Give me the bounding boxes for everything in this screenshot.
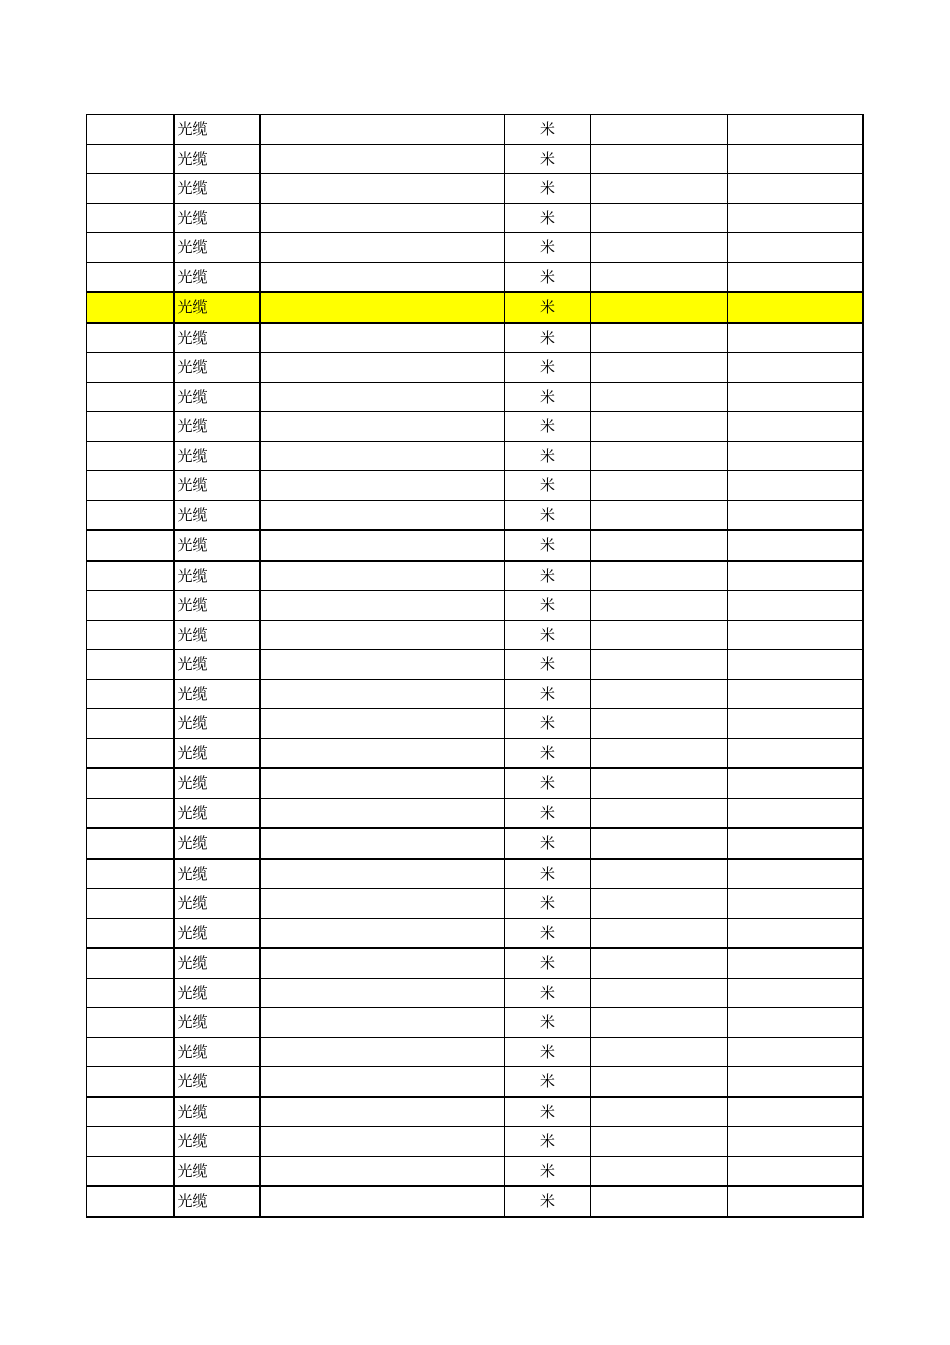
cell-unit[interactable]: 米 bbox=[505, 323, 591, 353]
cell-id[interactable] bbox=[87, 738, 174, 768]
cell-unit[interactable]: 米 bbox=[505, 144, 591, 174]
cell-id[interactable] bbox=[87, 412, 174, 442]
cell-id[interactable] bbox=[87, 1008, 174, 1038]
cell-id[interactable] bbox=[87, 441, 174, 471]
cell-remark[interactable] bbox=[728, 948, 863, 978]
cell-quantity[interactable] bbox=[591, 323, 728, 353]
cell-remark[interactable] bbox=[728, 798, 863, 828]
cell-remark[interactable] bbox=[728, 1097, 863, 1127]
cell-unit[interactable]: 米 bbox=[505, 441, 591, 471]
cell-unit[interactable]: 米 bbox=[505, 1127, 591, 1157]
cell-quantity[interactable] bbox=[591, 918, 728, 948]
table-row bbox=[87, 798, 863, 828]
cell-remark[interactable] bbox=[728, 174, 863, 204]
cell-quantity[interactable] bbox=[591, 738, 728, 768]
table-row bbox=[87, 292, 863, 323]
cell-id[interactable] bbox=[87, 620, 174, 650]
table-row bbox=[87, 650, 863, 680]
cell-unit[interactable]: 米 bbox=[505, 262, 591, 292]
cell-item-name[interactable]: 光缆 bbox=[174, 292, 260, 323]
cell-item-name[interactable]: 光缆 bbox=[174, 978, 260, 1008]
cell-unit[interactable]: 米 bbox=[505, 709, 591, 739]
table-row bbox=[87, 203, 863, 233]
cell-item-name[interactable]: 光缆 bbox=[174, 948, 260, 978]
table-row bbox=[87, 412, 863, 442]
cell-spec[interactable] bbox=[260, 828, 505, 859]
cell-id[interactable] bbox=[87, 1067, 174, 1097]
cell-spec[interactable] bbox=[260, 1008, 505, 1038]
cell-remark[interactable] bbox=[728, 1067, 863, 1097]
cell-id[interactable] bbox=[87, 591, 174, 621]
cell-spec[interactable] bbox=[260, 1097, 505, 1127]
cell-id[interactable] bbox=[87, 144, 174, 174]
cell-remark[interactable] bbox=[728, 561, 863, 591]
cell-remark[interactable] bbox=[728, 292, 863, 323]
cell-item-name[interactable]: 光缆 bbox=[174, 859, 260, 889]
cell-spec[interactable] bbox=[260, 798, 505, 828]
cell-spec[interactable] bbox=[260, 412, 505, 442]
table-row bbox=[87, 233, 863, 263]
cell-quantity[interactable] bbox=[591, 262, 728, 292]
cell-remark[interactable] bbox=[728, 859, 863, 889]
cell-unit[interactable]: 米 bbox=[505, 798, 591, 828]
spreadsheet-table bbox=[86, 114, 864, 1218]
cell-quantity[interactable] bbox=[591, 620, 728, 650]
cell-item-name[interactable]: 光缆 bbox=[174, 1097, 260, 1127]
cell-remark[interactable] bbox=[728, 203, 863, 233]
cell-id[interactable] bbox=[87, 768, 174, 798]
cell-spec[interactable] bbox=[260, 233, 505, 263]
cell-remark[interactable] bbox=[728, 233, 863, 263]
cell-spec[interactable] bbox=[260, 1156, 505, 1186]
table-body bbox=[87, 115, 863, 1217]
cell-item-name[interactable]: 光缆 bbox=[174, 174, 260, 204]
cell-item-name[interactable]: 光缆 bbox=[174, 382, 260, 412]
table-row bbox=[87, 323, 863, 353]
cell-id[interactable] bbox=[87, 500, 174, 530]
table-row bbox=[87, 859, 863, 889]
table-row bbox=[87, 500, 863, 530]
cell-spec[interactable] bbox=[260, 353, 505, 383]
cell-unit[interactable]: 米 bbox=[505, 530, 591, 561]
table-row bbox=[87, 591, 863, 621]
cell-remark[interactable] bbox=[728, 768, 863, 798]
cell-item-name[interactable]: 光缆 bbox=[174, 353, 260, 383]
cell-quantity[interactable] bbox=[591, 203, 728, 233]
cell-unit[interactable]: 米 bbox=[505, 918, 591, 948]
cell-unit[interactable]: 米 bbox=[505, 1037, 591, 1067]
cell-item-name[interactable]: 光缆 bbox=[174, 620, 260, 650]
cell-quantity[interactable] bbox=[591, 889, 728, 919]
cell-item-name[interactable]: 光缆 bbox=[174, 1008, 260, 1038]
table-row bbox=[87, 889, 863, 919]
cell-quantity[interactable] bbox=[591, 471, 728, 501]
cell-spec[interactable] bbox=[260, 382, 505, 412]
table-row bbox=[87, 382, 863, 412]
cell-unit[interactable]: 米 bbox=[505, 203, 591, 233]
cell-quantity[interactable] bbox=[591, 948, 728, 978]
cell-item-name[interactable]: 光缆 bbox=[174, 738, 260, 768]
table-row bbox=[87, 709, 863, 739]
cell-remark[interactable] bbox=[728, 115, 863, 145]
cell-remark[interactable] bbox=[728, 620, 863, 650]
cell-remark[interactable] bbox=[728, 679, 863, 709]
cell-item-name[interactable]: 光缆 bbox=[174, 709, 260, 739]
cell-quantity[interactable] bbox=[591, 1186, 728, 1217]
cell-quantity[interactable] bbox=[591, 859, 728, 889]
cell-remark[interactable] bbox=[728, 382, 863, 412]
table-row bbox=[87, 262, 863, 292]
cell-remark[interactable] bbox=[728, 591, 863, 621]
cell-item-name[interactable]: 光缆 bbox=[174, 441, 260, 471]
cell-spec[interactable] bbox=[260, 262, 505, 292]
cell-item-name[interactable]: 光缆 bbox=[174, 1127, 260, 1157]
cell-remark[interactable] bbox=[728, 918, 863, 948]
cell-id[interactable] bbox=[87, 948, 174, 978]
cell-unit[interactable]: 米 bbox=[505, 889, 591, 919]
cell-spec[interactable] bbox=[260, 1037, 505, 1067]
cell-unit[interactable]: 米 bbox=[505, 561, 591, 591]
cell-unit[interactable]: 米 bbox=[505, 233, 591, 263]
cell-unit[interactable]: 米 bbox=[505, 382, 591, 412]
table-row bbox=[87, 918, 863, 948]
cell-id[interactable] bbox=[87, 889, 174, 919]
table-row bbox=[87, 115, 863, 145]
cell-quantity[interactable] bbox=[591, 978, 728, 1008]
cell-quantity[interactable] bbox=[591, 382, 728, 412]
cell-id[interactable] bbox=[87, 203, 174, 233]
cell-unit[interactable]: 米 bbox=[505, 948, 591, 978]
cell-spec[interactable] bbox=[260, 203, 505, 233]
cell-id[interactable] bbox=[87, 174, 174, 204]
cell-quantity[interactable] bbox=[591, 1156, 728, 1186]
cell-item-name[interactable]: 光缆 bbox=[174, 828, 260, 859]
cell-spec[interactable] bbox=[260, 768, 505, 798]
cell-item-name[interactable]: 光缆 bbox=[174, 1067, 260, 1097]
cell-id[interactable] bbox=[87, 859, 174, 889]
cell-quantity[interactable] bbox=[591, 591, 728, 621]
cell-unit[interactable]: 米 bbox=[505, 620, 591, 650]
cell-item-name[interactable]: 光缆 bbox=[174, 679, 260, 709]
cell-quantity[interactable] bbox=[591, 828, 728, 859]
cell-unit[interactable]: 米 bbox=[505, 1186, 591, 1217]
cell-quantity[interactable] bbox=[591, 650, 728, 680]
cell-unit[interactable]: 米 bbox=[505, 828, 591, 859]
cell-id[interactable] bbox=[87, 798, 174, 828]
cell-item-name[interactable]: 光缆 bbox=[174, 203, 260, 233]
cell-unit[interactable]: 米 bbox=[505, 292, 591, 323]
cell-remark[interactable] bbox=[728, 1156, 863, 1186]
table-row bbox=[87, 828, 863, 859]
cell-unit[interactable]: 米 bbox=[505, 1067, 591, 1097]
cell-id[interactable] bbox=[87, 561, 174, 591]
cell-unit[interactable]: 米 bbox=[505, 650, 591, 680]
cell-item-name[interactable]: 光缆 bbox=[174, 918, 260, 948]
cell-spec[interactable] bbox=[260, 889, 505, 919]
cell-spec[interactable] bbox=[260, 471, 505, 501]
cell-unit[interactable]: 米 bbox=[505, 353, 591, 383]
cell-remark[interactable] bbox=[728, 1127, 863, 1157]
cell-quantity[interactable] bbox=[591, 144, 728, 174]
cell-quantity[interactable] bbox=[591, 292, 728, 323]
cell-item-name[interactable]: 光缆 bbox=[174, 650, 260, 680]
cell-id[interactable] bbox=[87, 1186, 174, 1217]
cell-unit[interactable]: 米 bbox=[505, 978, 591, 1008]
cell-remark[interactable] bbox=[728, 738, 863, 768]
cell-unit[interactable]: 米 bbox=[505, 738, 591, 768]
cell-remark[interactable] bbox=[728, 650, 863, 680]
cell-spec[interactable] bbox=[260, 620, 505, 650]
cell-id[interactable] bbox=[87, 1127, 174, 1157]
cell-quantity[interactable] bbox=[591, 1067, 728, 1097]
table-row bbox=[87, 948, 863, 978]
cell-item-name[interactable]: 光缆 bbox=[174, 768, 260, 798]
cell-item-name[interactable]: 光缆 bbox=[174, 115, 260, 145]
table-row bbox=[87, 1127, 863, 1157]
cell-id[interactable] bbox=[87, 918, 174, 948]
cell-unit[interactable]: 米 bbox=[505, 1097, 591, 1127]
cell-unit[interactable]: 米 bbox=[505, 591, 591, 621]
cell-quantity[interactable] bbox=[591, 174, 728, 204]
cell-id[interactable] bbox=[87, 262, 174, 292]
cell-spec[interactable] bbox=[260, 918, 505, 948]
cell-spec[interactable] bbox=[260, 859, 505, 889]
cell-spec[interactable] bbox=[260, 530, 505, 561]
cell-id[interactable] bbox=[87, 1097, 174, 1127]
cell-remark[interactable] bbox=[728, 353, 863, 383]
cell-item-name[interactable]: 光缆 bbox=[174, 561, 260, 591]
cell-remark[interactable] bbox=[728, 323, 863, 353]
cell-quantity[interactable] bbox=[591, 561, 728, 591]
cell-quantity[interactable] bbox=[591, 1127, 728, 1157]
cell-remark[interactable] bbox=[728, 262, 863, 292]
cell-quantity[interactable] bbox=[591, 500, 728, 530]
table-row bbox=[87, 679, 863, 709]
cell-quantity[interactable] bbox=[591, 709, 728, 739]
table-row bbox=[87, 978, 863, 1008]
table-row bbox=[87, 620, 863, 650]
cell-item-name[interactable]: 光缆 bbox=[174, 530, 260, 561]
cell-quantity[interactable] bbox=[591, 768, 728, 798]
cell-item-name[interactable]: 光缆 bbox=[174, 233, 260, 263]
cell-item-name[interactable]: 光缆 bbox=[174, 1037, 260, 1067]
cell-id[interactable] bbox=[87, 292, 174, 323]
cell-spec[interactable] bbox=[260, 978, 505, 1008]
cell-item-name[interactable]: 光缆 bbox=[174, 262, 260, 292]
cell-unit[interactable]: 米 bbox=[505, 115, 591, 145]
cell-remark[interactable] bbox=[728, 828, 863, 859]
table-row bbox=[87, 1156, 863, 1186]
cell-quantity[interactable] bbox=[591, 798, 728, 828]
cell-item-name[interactable]: 光缆 bbox=[174, 1186, 260, 1217]
table-row bbox=[87, 1067, 863, 1097]
cell-unit[interactable]: 米 bbox=[505, 859, 591, 889]
cell-remark[interactable] bbox=[728, 1186, 863, 1217]
cell-spec[interactable] bbox=[260, 948, 505, 978]
cell-unit[interactable]: 米 bbox=[505, 471, 591, 501]
cell-id[interactable] bbox=[87, 650, 174, 680]
cell-quantity[interactable] bbox=[591, 1008, 728, 1038]
cell-remark[interactable] bbox=[728, 412, 863, 442]
table-row bbox=[87, 530, 863, 561]
cell-item-name[interactable]: 光缆 bbox=[174, 471, 260, 501]
cell-id[interactable] bbox=[87, 471, 174, 501]
table-row bbox=[87, 441, 863, 471]
cell-remark[interactable] bbox=[728, 144, 863, 174]
cell-unit[interactable]: 米 bbox=[505, 174, 591, 204]
cell-spec[interactable] bbox=[260, 500, 505, 530]
cell-quantity[interactable] bbox=[591, 1097, 728, 1127]
cell-spec[interactable] bbox=[260, 561, 505, 591]
table-row bbox=[87, 1097, 863, 1127]
cell-item-name[interactable]: 光缆 bbox=[174, 144, 260, 174]
cell-spec[interactable] bbox=[260, 650, 505, 680]
cell-remark[interactable] bbox=[728, 709, 863, 739]
cell-quantity[interactable] bbox=[591, 412, 728, 442]
table-row bbox=[87, 353, 863, 383]
cell-remark[interactable] bbox=[728, 1008, 863, 1038]
table-row bbox=[87, 1186, 863, 1217]
cell-id[interactable] bbox=[87, 828, 174, 859]
cell-remark[interactable] bbox=[728, 500, 863, 530]
cell-quantity[interactable] bbox=[591, 1037, 728, 1067]
cell-spec[interactable] bbox=[260, 144, 505, 174]
cell-spec[interactable] bbox=[260, 738, 505, 768]
table-row bbox=[87, 561, 863, 591]
cell-spec[interactable] bbox=[260, 1127, 505, 1157]
cell-quantity[interactable] bbox=[591, 530, 728, 561]
cell-unit[interactable]: 米 bbox=[505, 1156, 591, 1186]
cell-spec[interactable] bbox=[260, 323, 505, 353]
cell-item-name[interactable]: 光缆 bbox=[174, 889, 260, 919]
cell-unit[interactable]: 米 bbox=[505, 1008, 591, 1038]
cell-id[interactable] bbox=[87, 323, 174, 353]
cell-item-name[interactable]: 光缆 bbox=[174, 323, 260, 353]
cell-id[interactable] bbox=[87, 679, 174, 709]
cell-quantity[interactable] bbox=[591, 679, 728, 709]
cell-remark[interactable] bbox=[728, 889, 863, 919]
table-row bbox=[87, 471, 863, 501]
cell-remark[interactable] bbox=[728, 441, 863, 471]
cell-unit[interactable]: 米 bbox=[505, 768, 591, 798]
cell-id[interactable] bbox=[87, 530, 174, 561]
cell-item-name[interactable]: 光缆 bbox=[174, 1156, 260, 1186]
cell-item-name[interactable]: 光缆 bbox=[174, 591, 260, 621]
cell-id[interactable] bbox=[87, 115, 174, 145]
cell-quantity[interactable] bbox=[591, 233, 728, 263]
table-row bbox=[87, 768, 863, 798]
cell-id[interactable] bbox=[87, 353, 174, 383]
cell-remark[interactable] bbox=[728, 530, 863, 561]
cell-id[interactable] bbox=[87, 233, 174, 263]
cell-id[interactable] bbox=[87, 978, 174, 1008]
table-row bbox=[87, 174, 863, 204]
cell-remark[interactable] bbox=[728, 471, 863, 501]
table-row bbox=[87, 738, 863, 768]
cell-id[interactable] bbox=[87, 382, 174, 412]
cell-item-name[interactable]: 光缆 bbox=[174, 500, 260, 530]
cell-spec[interactable] bbox=[260, 679, 505, 709]
cell-spec[interactable] bbox=[260, 174, 505, 204]
cell-quantity[interactable] bbox=[591, 115, 728, 145]
cell-remark[interactable] bbox=[728, 1037, 863, 1067]
cell-spec[interactable] bbox=[260, 591, 505, 621]
cell-remark[interactable] bbox=[728, 978, 863, 1008]
cell-spec[interactable] bbox=[260, 1067, 505, 1097]
cell-id[interactable] bbox=[87, 709, 174, 739]
cell-unit[interactable]: 米 bbox=[505, 500, 591, 530]
cell-spec[interactable] bbox=[260, 1186, 505, 1217]
cell-quantity[interactable] bbox=[591, 353, 728, 383]
cell-spec[interactable] bbox=[260, 709, 505, 739]
cell-quantity[interactable] bbox=[591, 441, 728, 471]
table-row bbox=[87, 1037, 863, 1067]
cell-item-name[interactable]: 光缆 bbox=[174, 798, 260, 828]
cell-unit[interactable]: 米 bbox=[505, 412, 591, 442]
cell-item-name[interactable]: 光缆 bbox=[174, 412, 260, 442]
table-row bbox=[87, 144, 863, 174]
cell-spec[interactable] bbox=[260, 115, 505, 145]
cell-id[interactable] bbox=[87, 1037, 174, 1067]
table-row bbox=[87, 1008, 863, 1038]
cell-unit[interactable]: 米 bbox=[505, 679, 591, 709]
cell-spec[interactable] bbox=[260, 292, 505, 323]
cell-spec[interactable] bbox=[260, 441, 505, 471]
cell-id[interactable] bbox=[87, 1156, 174, 1186]
